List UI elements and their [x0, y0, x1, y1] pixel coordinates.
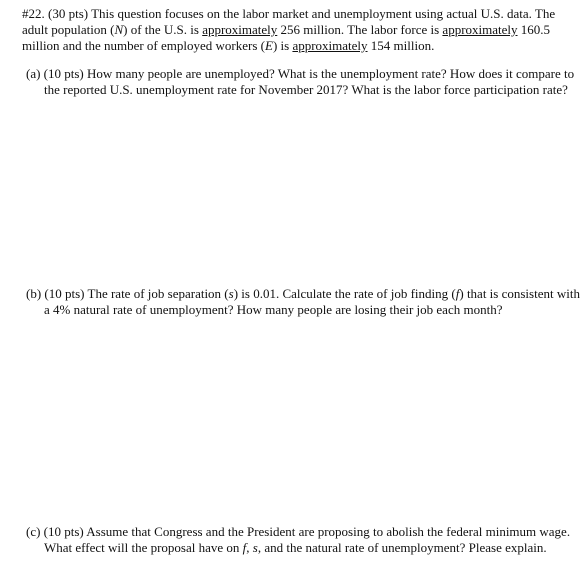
- question-intro-line-1: #22. (30 pts) This question focuses on the labor market and unemployment using actual U.S. data. The: [22, 6, 556, 21]
- variable-f: f: [455, 286, 460, 301]
- text-fragment: adult population (: [22, 22, 115, 37]
- question-intro-line-3: [22, 38, 434, 54]
- text-fragment: (b) (10 pts) The rate of job separation (: [26, 286, 229, 301]
- question-intro-line-2: [22, 22, 550, 38]
- part-c-line-2: [44, 540, 547, 556]
- underlined-word: approximately: [292, 38, 368, 53]
- text-fragment: million and the number of employed workers (: [22, 38, 265, 53]
- underlined-word: approximately: [202, 22, 278, 37]
- variable-f: f: [242, 540, 247, 555]
- part-a-line-1: (a) (10 pts) How many people are unemployed? What is the unemployment rate? How does it compare to: [26, 66, 575, 81]
- text-fragment: ) is: [272, 38, 293, 53]
- text-fragment: 256 million. The labor force is: [277, 22, 443, 37]
- text-fragment: ) that is consistent with: [459, 286, 580, 301]
- part-c-line-1: (c) (10 pts) Assume that Congress and the President are proposing to abolish the federal minimum wage.: [26, 524, 571, 539]
- variable-s: s: [252, 540, 258, 555]
- text-fragment: ,: [246, 540, 253, 555]
- text-fragment: ) of the U.S. is: [123, 22, 203, 37]
- underlined-word: approximately: [442, 22, 518, 37]
- variable-n: N: [114, 22, 124, 37]
- text-fragment: , and the natural rate of unemployment? Please explain.: [257, 540, 547, 555]
- text-fragment: 154 million.: [367, 38, 435, 53]
- part-b-line-2: a 4% natural rate of unemployment? How many people are losing their job each month?: [44, 302, 503, 317]
- variable-e: E: [264, 38, 273, 53]
- text-fragment: 160.5: [517, 22, 551, 37]
- part-a-line-2: the reported U.S. unemployment rate for November 2017? What is the labor force participation rate?: [44, 82, 568, 97]
- text-fragment: ) is 0.01. Calculate the rate of job finding (: [233, 286, 456, 301]
- variable-s: s: [228, 286, 234, 301]
- part-b-line-1: [26, 286, 580, 302]
- text-fragment: What effect will the proposal have on: [44, 540, 243, 555]
